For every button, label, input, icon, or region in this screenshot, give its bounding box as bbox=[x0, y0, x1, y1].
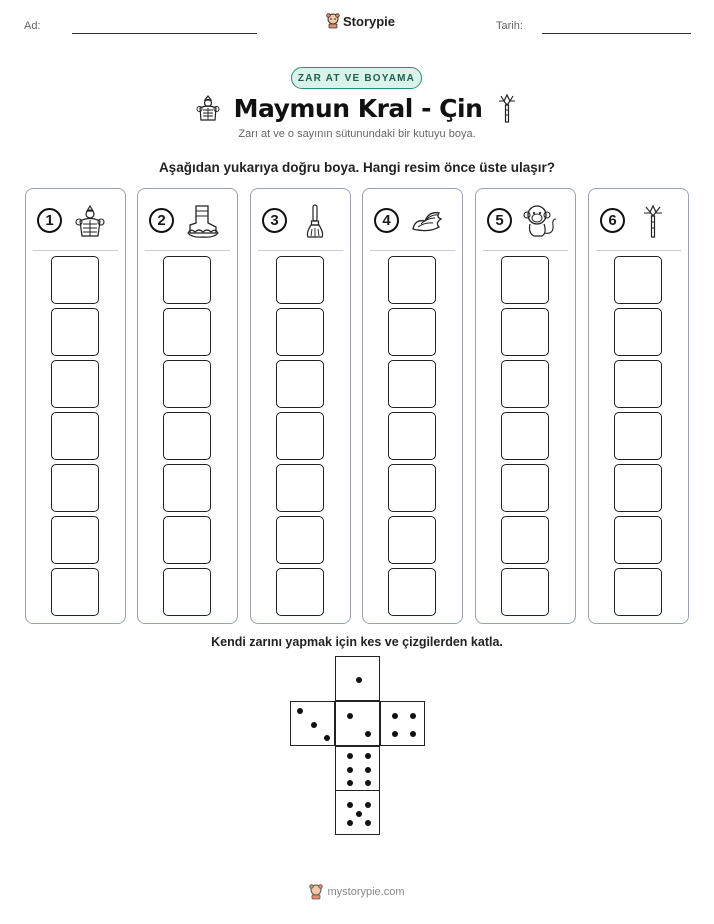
column-divider bbox=[370, 250, 455, 251]
color-box[interactable] bbox=[51, 308, 99, 356]
color-box[interactable] bbox=[163, 516, 211, 564]
color-box[interactable] bbox=[51, 516, 99, 564]
date-label: Tarih: bbox=[496, 20, 523, 32]
die-pip bbox=[347, 780, 353, 786]
activity-badge: ZAR AT VE BOYAMA bbox=[291, 67, 422, 89]
cloud-boot-icon bbox=[184, 203, 220, 239]
color-box[interactable] bbox=[276, 464, 324, 512]
color-box[interactable] bbox=[388, 256, 436, 304]
color-box[interactable] bbox=[51, 464, 99, 512]
die-pip bbox=[365, 820, 371, 826]
name-label: Ad: bbox=[24, 20, 41, 32]
column-number: 5 bbox=[487, 208, 512, 233]
color-box[interactable] bbox=[501, 568, 549, 616]
brush-icon bbox=[297, 203, 333, 239]
color-box[interactable] bbox=[501, 412, 549, 460]
armor-icon bbox=[72, 203, 108, 239]
color-box[interactable] bbox=[388, 568, 436, 616]
storypie-mascot-icon bbox=[326, 13, 340, 29]
die-face-5 bbox=[335, 790, 380, 835]
column-divider bbox=[258, 250, 343, 251]
die-pip bbox=[365, 780, 371, 786]
die-face-2 bbox=[335, 701, 380, 746]
monkey-king-armor-icon bbox=[196, 94, 220, 122]
die-face-6 bbox=[335, 746, 380, 791]
column-number: 1 bbox=[37, 208, 62, 233]
column-5 bbox=[475, 188, 576, 624]
color-box[interactable] bbox=[501, 464, 549, 512]
color-box[interactable] bbox=[276, 256, 324, 304]
die-face-1 bbox=[335, 656, 380, 701]
die-pip bbox=[410, 713, 416, 719]
die-pip bbox=[311, 722, 317, 728]
column-number: 2 bbox=[149, 208, 174, 233]
die-pip bbox=[347, 802, 353, 808]
die-pip bbox=[392, 731, 398, 737]
column-2 bbox=[137, 188, 238, 624]
column-1 bbox=[25, 188, 126, 624]
footer bbox=[0, 884, 714, 900]
column-divider bbox=[483, 250, 568, 251]
color-box[interactable] bbox=[501, 308, 549, 356]
color-box[interactable] bbox=[501, 360, 549, 408]
footer-url: mystorypie.com bbox=[327, 886, 405, 898]
die-pip bbox=[347, 820, 353, 826]
color-box[interactable] bbox=[51, 256, 99, 304]
die-pip bbox=[410, 731, 416, 737]
die-pip bbox=[365, 767, 371, 773]
color-box[interactable] bbox=[501, 256, 549, 304]
color-box[interactable] bbox=[163, 568, 211, 616]
die-pip bbox=[356, 811, 362, 817]
staff-icon bbox=[635, 203, 671, 239]
die-pip bbox=[324, 735, 330, 741]
color-box[interactable] bbox=[163, 464, 211, 512]
color-box[interactable] bbox=[501, 516, 549, 564]
color-box[interactable] bbox=[276, 568, 324, 616]
color-box[interactable] bbox=[163, 360, 211, 408]
date-line[interactable] bbox=[542, 33, 691, 34]
color-box[interactable] bbox=[276, 412, 324, 460]
color-box[interactable] bbox=[51, 412, 99, 460]
color-box[interactable] bbox=[388, 412, 436, 460]
die-pip bbox=[365, 731, 371, 737]
color-box[interactable] bbox=[614, 516, 662, 564]
title-row bbox=[0, 92, 714, 124]
page-title: Maymun Kral - Çin bbox=[233, 93, 483, 123]
die-pip bbox=[356, 677, 362, 683]
color-box[interactable] bbox=[51, 360, 99, 408]
color-box[interactable] bbox=[388, 360, 436, 408]
golden-staff-icon bbox=[496, 92, 518, 124]
die-pip bbox=[392, 713, 398, 719]
page-subtitle: Zarı at ve o sayının sütunundaki bir kutuyu boya. bbox=[238, 128, 476, 140]
color-box[interactable] bbox=[276, 308, 324, 356]
die-face-4 bbox=[380, 701, 425, 746]
die-pip bbox=[365, 753, 371, 759]
brand-logo bbox=[326, 13, 395, 29]
column-divider bbox=[145, 250, 230, 251]
column-number: 3 bbox=[262, 208, 287, 233]
column-number: 4 bbox=[374, 208, 399, 233]
color-box[interactable] bbox=[614, 412, 662, 460]
name-line[interactable] bbox=[72, 33, 257, 34]
color-box[interactable] bbox=[163, 412, 211, 460]
color-box[interactable] bbox=[388, 308, 436, 356]
monkey-icon bbox=[522, 203, 558, 239]
die-pip bbox=[297, 708, 303, 714]
die-pip bbox=[365, 802, 371, 808]
die-face-3 bbox=[290, 701, 335, 746]
column-number: 6 bbox=[600, 208, 625, 233]
color-box[interactable] bbox=[614, 256, 662, 304]
color-box[interactable] bbox=[51, 568, 99, 616]
color-box[interactable] bbox=[276, 360, 324, 408]
column-4 bbox=[362, 188, 463, 624]
column-6 bbox=[588, 188, 689, 624]
column-divider bbox=[596, 250, 681, 251]
color-box[interactable] bbox=[388, 464, 436, 512]
cloud-icon bbox=[409, 203, 445, 239]
die-pip bbox=[347, 713, 353, 719]
color-box[interactable] bbox=[614, 360, 662, 408]
color-box[interactable] bbox=[388, 516, 436, 564]
die-pip bbox=[347, 767, 353, 773]
column-3 bbox=[250, 188, 351, 624]
storypie-mascot-icon bbox=[309, 884, 323, 900]
die-pip bbox=[347, 753, 353, 759]
instruction-text: Aşağıdan yukarıya doğru boya. Hangi resim önce üste ulaşır? bbox=[158, 160, 556, 175]
color-box[interactable] bbox=[163, 256, 211, 304]
brand-name: Storypie bbox=[343, 13, 396, 29]
color-box[interactable] bbox=[614, 568, 662, 616]
color-box[interactable] bbox=[614, 308, 662, 356]
color-box[interactable] bbox=[276, 516, 324, 564]
color-box[interactable] bbox=[163, 308, 211, 356]
cut-instruction: Kendi zarını yapmak için kes ve çizgilerden katla. bbox=[211, 635, 503, 649]
column-divider bbox=[33, 250, 118, 251]
color-box[interactable] bbox=[614, 464, 662, 512]
